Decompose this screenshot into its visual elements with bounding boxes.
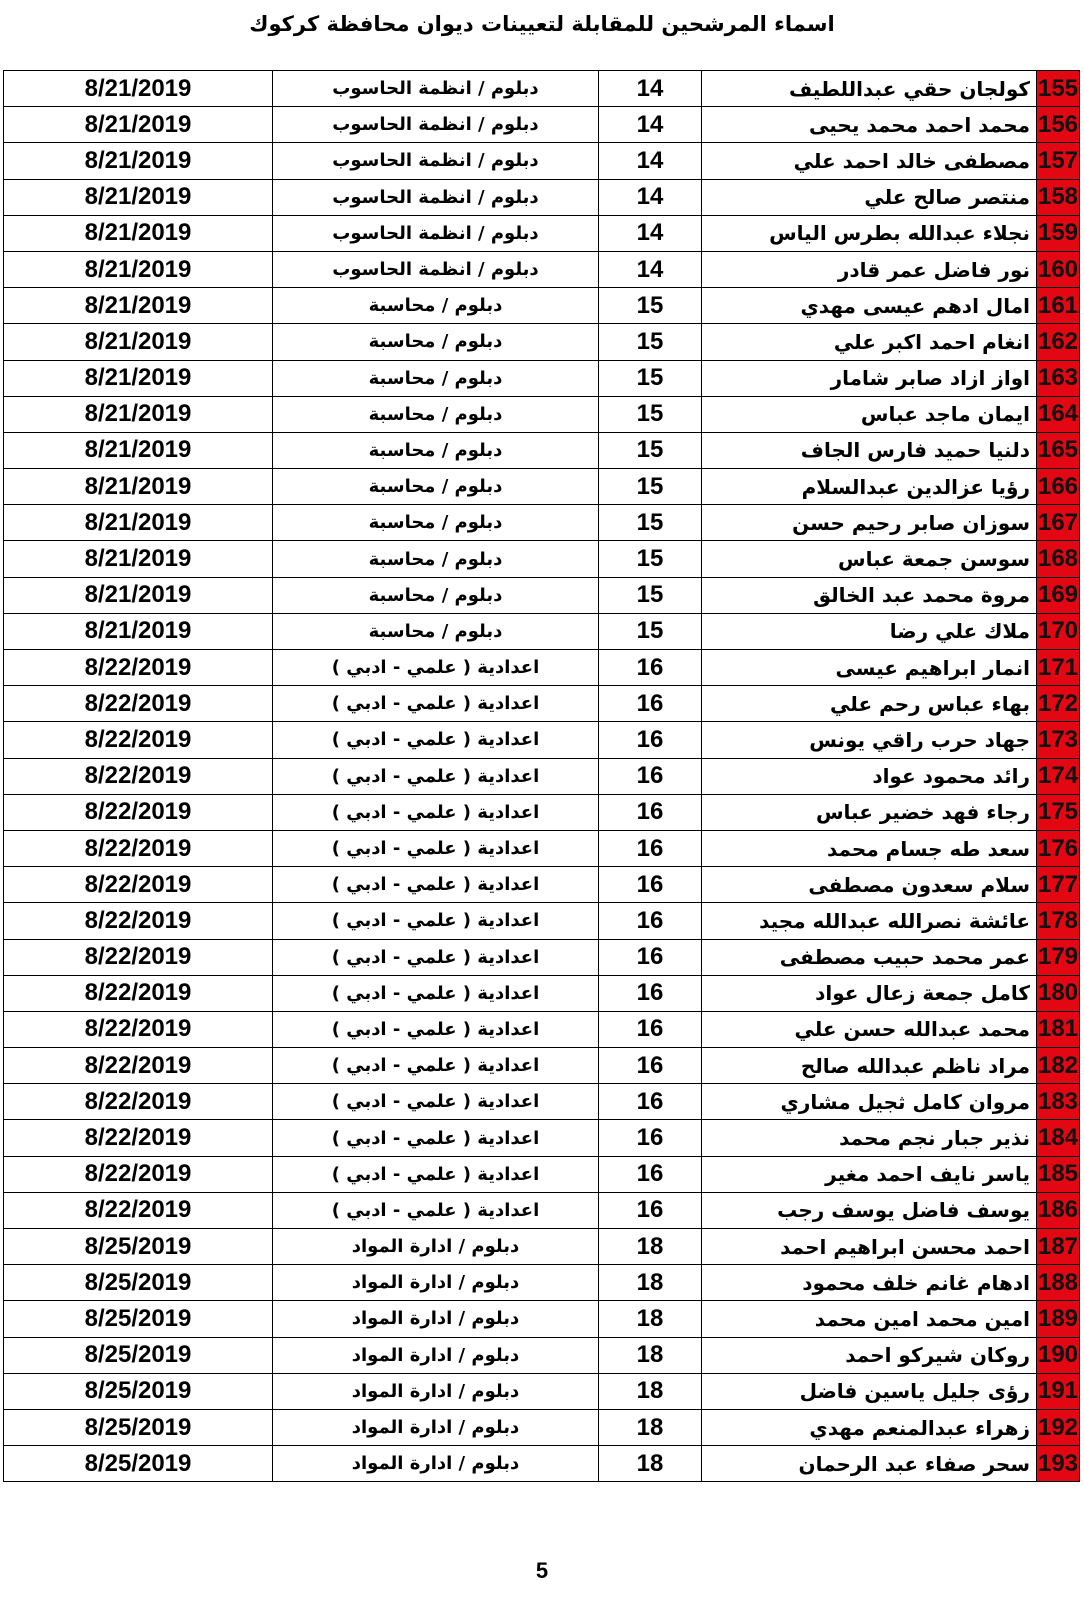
row-number: 183 [1037,1084,1080,1120]
table-row [4,469,1080,505]
specialization: دبلوم / ادارة المواد [273,1409,599,1445]
candidate-name: رؤى جليل ياسين فاضل [702,1373,1037,1409]
group-number: 16 [599,903,702,939]
interview-date: 8/25/2019 [4,1301,273,1337]
specialization: دبلوم / محاسبة [273,577,599,613]
group-number: 16 [599,1120,702,1156]
specialization: اعدادية ( علمي - ادبي ) [273,1048,599,1084]
interview-date: 8/25/2019 [4,1265,273,1301]
candidate-name: دلنيا حميد فارس الجاف [702,432,1037,468]
specialization: اعدادية ( علمي - ادبي ) [273,650,599,686]
row-number: 157 [1037,143,1080,179]
row-number: 182 [1037,1048,1080,1084]
table-row [4,71,1080,107]
candidate-name: امال ادهم عيسى مهدي [702,288,1037,324]
candidate-name: جهاد حرب راقي يونس [702,722,1037,758]
candidate-name: يوسف فاضل يوسف رجب [702,1192,1037,1228]
group-number: 16 [599,830,702,866]
interview-date: 8/21/2019 [4,541,273,577]
interview-date: 8/21/2019 [4,432,273,468]
candidate-name: رجاء فهد خضير عباس [702,794,1037,830]
specialization: دبلوم / محاسبة [273,396,599,432]
candidate-name: امين محمد امين محمد [702,1301,1037,1337]
interview-date: 8/22/2019 [4,758,273,794]
table-row [4,758,1080,794]
group-number: 14 [599,107,702,143]
candidate-name: عائشة نصرالله عبدالله مجيد [702,903,1037,939]
candidate-name: اواز ازاد صابر شامار [702,360,1037,396]
interview-date: 8/22/2019 [4,1084,273,1120]
specialization: دبلوم / ادارة المواد [273,1265,599,1301]
table-row [4,1446,1080,1482]
specialization: دبلوم / محاسبة [273,360,599,396]
interview-date: 8/22/2019 [4,939,273,975]
row-number: 167 [1037,505,1080,541]
table-row [4,867,1080,903]
group-number: 15 [599,577,702,613]
interview-date: 8/21/2019 [4,396,273,432]
specialization: دبلوم / انظمة الحاسوب [273,107,599,143]
interview-date: 8/25/2019 [4,1337,273,1373]
specialization: دبلوم / انظمة الحاسوب [273,215,599,251]
row-number: 174 [1037,758,1080,794]
table-row [4,1265,1080,1301]
interview-date: 8/25/2019 [4,1409,273,1445]
specialization: دبلوم / ادارة المواد [273,1301,599,1337]
specialization: اعدادية ( علمي - ادبي ) [273,903,599,939]
group-number: 15 [599,613,702,649]
table-row [4,794,1080,830]
group-number: 16 [599,1011,702,1047]
table-row [4,1301,1080,1337]
group-number: 16 [599,1048,702,1084]
row-number: 170 [1037,613,1080,649]
row-number: 160 [1037,251,1080,287]
table-row [4,1048,1080,1084]
table-row [4,143,1080,179]
table-row [4,288,1080,324]
candidate-name: محمد احمد محمد يحيى [702,107,1037,143]
interview-date: 8/21/2019 [4,360,273,396]
candidate-name: بهاء عباس رحم علي [702,686,1037,722]
table-row [4,1156,1080,1192]
group-number: 16 [599,867,702,903]
specialization: اعدادية ( علمي - ادبي ) [273,1192,599,1228]
interview-date: 8/22/2019 [4,867,273,903]
group-number: 18 [599,1301,702,1337]
interview-date: 8/21/2019 [4,215,273,251]
specialization: دبلوم / محاسبة [273,432,599,468]
row-number: 156 [1037,107,1080,143]
group-number: 18 [599,1409,702,1445]
table-row [4,396,1080,432]
interview-date: 8/22/2019 [4,903,273,939]
page-number: 5 [535,1558,549,1583]
specialization: اعدادية ( علمي - ادبي ) [273,686,599,722]
row-number: 161 [1037,288,1080,324]
row-number: 178 [1037,903,1080,939]
candidate-name: منتصر صالح علي [702,179,1037,215]
table-row [4,360,1080,396]
interview-date: 8/22/2019 [4,1120,273,1156]
candidates-table [3,70,1080,1482]
candidate-name: ايمان ماجد عباس [702,396,1037,432]
table-row [4,722,1080,758]
interview-date: 8/21/2019 [4,505,273,541]
interview-date: 8/22/2019 [4,975,273,1011]
row-number: 191 [1037,1373,1080,1409]
table-row [4,1120,1080,1156]
table-row [4,1192,1080,1228]
row-number: 155 [1037,71,1080,107]
candidate-name: سلام سعدون مصطفى [702,867,1037,903]
table-row [4,324,1080,360]
row-number: 179 [1037,939,1080,975]
candidates-table-wrapper [3,70,1080,1482]
specialization: اعدادية ( علمي - ادبي ) [273,939,599,975]
group-number: 16 [599,1084,702,1120]
row-number: 162 [1037,324,1080,360]
interview-date: 8/21/2019 [4,577,273,613]
row-number: 193 [1037,1446,1080,1482]
table-row [4,1373,1080,1409]
row-number: 176 [1037,830,1080,866]
candidate-name: كامل جمعة زعال عواد [702,975,1037,1011]
candidate-name: مصطفى خالد احمد علي [702,143,1037,179]
group-number: 15 [599,324,702,360]
candidate-name: روكان شيركو احمد [702,1337,1037,1373]
candidate-name: انمار ابراهيم عيسى [702,650,1037,686]
table-row [4,577,1080,613]
specialization: دبلوم / انظمة الحاسوب [273,251,599,287]
candidate-name: رائد محمود عواد [702,758,1037,794]
candidates-table-body [4,71,1080,1482]
table-row [4,1011,1080,1047]
specialization: اعدادية ( علمي - ادبي ) [273,1156,599,1192]
specialization: دبلوم / ادارة المواد [273,1373,599,1409]
table-row [4,541,1080,577]
table-row [4,686,1080,722]
interview-date: 8/22/2019 [4,1192,273,1228]
group-number: 16 [599,939,702,975]
table-row [4,939,1080,975]
row-number: 192 [1037,1409,1080,1445]
row-number: 181 [1037,1011,1080,1047]
row-number: 171 [1037,650,1080,686]
group-number: 15 [599,360,702,396]
group-number: 15 [599,469,702,505]
group-number: 14 [599,71,702,107]
group-number: 16 [599,686,702,722]
row-number: 187 [1037,1229,1080,1265]
candidate-name: سوزان صابر رحيم حسن [702,505,1037,541]
row-number: 169 [1037,577,1080,613]
candidate-name: رؤيا عزالدين عبدالسلام [702,469,1037,505]
table-row [4,1229,1080,1265]
interview-date: 8/25/2019 [4,1229,273,1265]
row-number: 185 [1037,1156,1080,1192]
table-row [4,650,1080,686]
specialization: دبلوم / محاسبة [273,469,599,505]
specialization: اعدادية ( علمي - ادبي ) [273,1120,599,1156]
specialization: اعدادية ( علمي - ادبي ) [273,758,599,794]
specialization: اعدادية ( علمي - ادبي ) [273,867,599,903]
interview-date: 8/25/2019 [4,1373,273,1409]
group-number: 15 [599,396,702,432]
specialization: دبلوم / محاسبة [273,541,599,577]
row-number: 172 [1037,686,1080,722]
row-number: 163 [1037,360,1080,396]
group-number: 15 [599,288,702,324]
group-number: 14 [599,251,702,287]
candidate-name: عمر محمد حبيب مصطفى [702,939,1037,975]
table-row [4,215,1080,251]
group-number: 18 [599,1229,702,1265]
table-row [4,179,1080,215]
page-title: اسماء المرشحين للمقابلة لتعيينات ديوان محافظة كركوك [249,12,835,36]
table-row [4,505,1080,541]
row-number: 166 [1037,469,1080,505]
row-number: 180 [1037,975,1080,1011]
interview-date: 8/21/2019 [4,179,273,215]
row-number: 165 [1037,432,1080,468]
table-row [4,975,1080,1011]
specialization: دبلوم / انظمة الحاسوب [273,179,599,215]
row-number: 164 [1037,396,1080,432]
group-number: 16 [599,758,702,794]
specialization: دبلوم / انظمة الحاسوب [273,71,599,107]
group-number: 18 [599,1265,702,1301]
group-number: 15 [599,432,702,468]
group-number: 16 [599,794,702,830]
table-row [4,251,1080,287]
candidate-name: محمد عبدالله حسن علي [702,1011,1037,1047]
candidate-name: انغام احمد اكبر علي [702,324,1037,360]
table-row [4,432,1080,468]
interview-date: 8/21/2019 [4,107,273,143]
table-row [4,613,1080,649]
specialization: دبلوم / محاسبة [273,613,599,649]
candidate-name: مروان كامل ثجيل مشاري [702,1084,1037,1120]
interview-date: 8/22/2019 [4,1156,273,1192]
interview-date: 8/21/2019 [4,469,273,505]
specialization: دبلوم / ادارة المواد [273,1446,599,1482]
interview-date: 8/22/2019 [4,650,273,686]
row-number: 186 [1037,1192,1080,1228]
row-number: 190 [1037,1337,1080,1373]
specialization: اعدادية ( علمي - ادبي ) [273,722,599,758]
candidate-name: نذير جبار نجم محمد [702,1120,1037,1156]
specialization: اعدادية ( علمي - ادبي ) [273,794,599,830]
specialization: اعدادية ( علمي - ادبي ) [273,975,599,1011]
interview-date: 8/22/2019 [4,1011,273,1047]
group-number: 16 [599,722,702,758]
specialization: دبلوم / محاسبة [273,505,599,541]
interview-date: 8/21/2019 [4,613,273,649]
group-number: 14 [599,179,702,215]
candidate-name: نور فاضل عمر قادر [702,251,1037,287]
group-number: 18 [599,1446,702,1482]
table-row [4,1409,1080,1445]
group-number: 15 [599,541,702,577]
candidate-name: زهراء عبدالمنعم مهدي [702,1409,1037,1445]
interview-date: 8/21/2019 [4,324,273,360]
candidate-name: احمد محسن ابراهيم احمد [702,1229,1037,1265]
interview-date: 8/22/2019 [4,794,273,830]
row-number: 184 [1037,1120,1080,1156]
interview-date: 8/21/2019 [4,251,273,287]
specialization: اعدادية ( علمي - ادبي ) [273,1011,599,1047]
specialization: اعدادية ( علمي - ادبي ) [273,1084,599,1120]
row-number: 159 [1037,215,1080,251]
table-row [4,1084,1080,1120]
candidate-name: مراد ناظم عبدالله صالح [702,1048,1037,1084]
row-number: 173 [1037,722,1080,758]
row-number: 175 [1037,794,1080,830]
interview-date: 8/22/2019 [4,830,273,866]
row-number: 168 [1037,541,1080,577]
candidate-name: سعد طه جسام محمد [702,830,1037,866]
group-number: 18 [599,1373,702,1409]
group-number: 16 [599,975,702,1011]
candidate-name: ادهام غانم خلف محمود [702,1265,1037,1301]
group-number: 18 [599,1337,702,1373]
candidate-name: سوسن جمعة عباس [702,541,1037,577]
interview-date: 8/25/2019 [4,1446,273,1482]
table-row [4,830,1080,866]
interview-date: 8/22/2019 [4,686,273,722]
specialization: دبلوم / انظمة الحاسوب [273,143,599,179]
table-row [4,1337,1080,1373]
row-number: 158 [1037,179,1080,215]
group-number: 14 [599,215,702,251]
candidate-name: نجلاء عبدالله بطرس الياس [702,215,1037,251]
group-number: 15 [599,505,702,541]
candidate-name: مروة محمد عبد الخالق [702,577,1037,613]
candidate-name: سحر صفاء عبد الرحمان [702,1446,1037,1482]
interview-date: 8/21/2019 [4,143,273,179]
row-number: 188 [1037,1265,1080,1301]
specialization: دبلوم / محاسبة [273,288,599,324]
candidate-name: ملاك علي رضا [702,613,1037,649]
row-number: 189 [1037,1301,1080,1337]
table-row [4,903,1080,939]
interview-date: 8/21/2019 [4,71,273,107]
specialization: دبلوم / ادارة المواد [273,1337,599,1373]
specialization: اعدادية ( علمي - ادبي ) [273,830,599,866]
interview-date: 8/21/2019 [4,288,273,324]
specialization: دبلوم / ادارة المواد [273,1229,599,1265]
table-row [4,107,1080,143]
specialization: دبلوم / محاسبة [273,324,599,360]
interview-date: 8/22/2019 [4,722,273,758]
group-number: 16 [599,650,702,686]
candidate-name: ياسر نايف احمد مغير [702,1156,1037,1192]
candidate-name: كولجان حقي عبداللطيف [702,71,1037,107]
interview-date: 8/22/2019 [4,1048,273,1084]
row-number: 177 [1037,867,1080,903]
group-number: 14 [599,143,702,179]
group-number: 16 [599,1156,702,1192]
group-number: 16 [599,1192,702,1228]
